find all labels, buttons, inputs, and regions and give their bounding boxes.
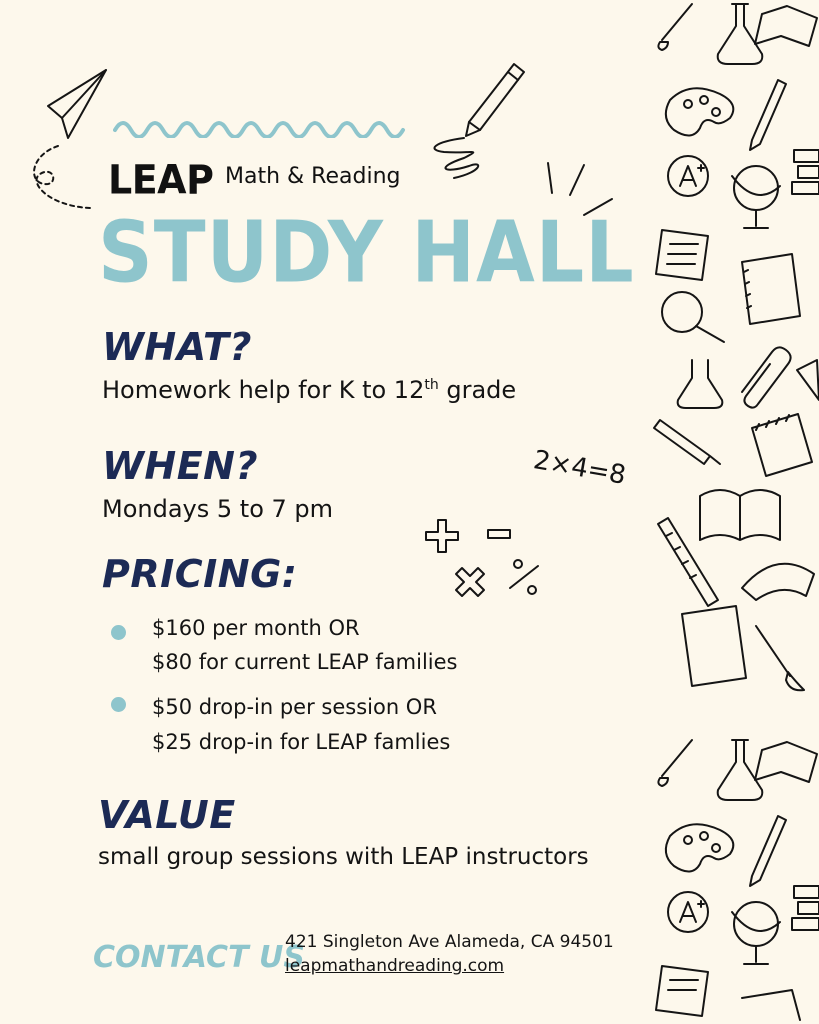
bullet-icon <box>111 697 126 712</box>
what-heading: WHAT? <box>102 325 252 369</box>
equation-doodle: 2×4=8 <box>531 445 629 491</box>
doodle-set-bottom <box>656 740 819 1020</box>
page-title: STUDY HALL <box>98 202 635 302</box>
brand-name: LEAP <box>108 156 214 204</box>
brand-subtitle: Math & Reading <box>225 164 401 189</box>
when-heading: WHEN? <box>102 444 259 488</box>
paper-airplane-icon <box>28 66 118 216</box>
doodle-set-top <box>654 4 819 690</box>
contact-address: 421 Singleton Ave Alameda, CA 94501 <box>285 932 614 952</box>
when-text: Mondays 5 to 7 pm <box>102 495 334 523</box>
price-item-1-line2: $80 for current LEAP families <box>152 650 458 674</box>
price-item-1-line1: $160 per month OR <box>152 616 360 640</box>
contact-label: CONTACT US <box>93 940 305 975</box>
price-item-2-line1: $50 drop-in per session OR <box>152 695 437 719</box>
price-item-2-line2: $25 drop-in for LEAP famlies <box>152 730 451 754</box>
value-heading: VALUE <box>98 793 236 837</box>
math-symbols-icon <box>420 510 550 605</box>
pencil-scribble-icon <box>424 50 534 190</box>
what-text: Homework help for K to 12th grade <box>102 376 517 404</box>
wavy-line-decoration <box>113 112 413 138</box>
pricing-heading: PRICING: <box>102 552 298 596</box>
bullet-icon <box>111 625 126 640</box>
school-doodles-panel <box>652 0 819 1024</box>
contact-website-link[interactable]: leapmathandreading.com <box>285 956 505 976</box>
value-text: small group sessions with LEAP instructors <box>98 844 589 870</box>
